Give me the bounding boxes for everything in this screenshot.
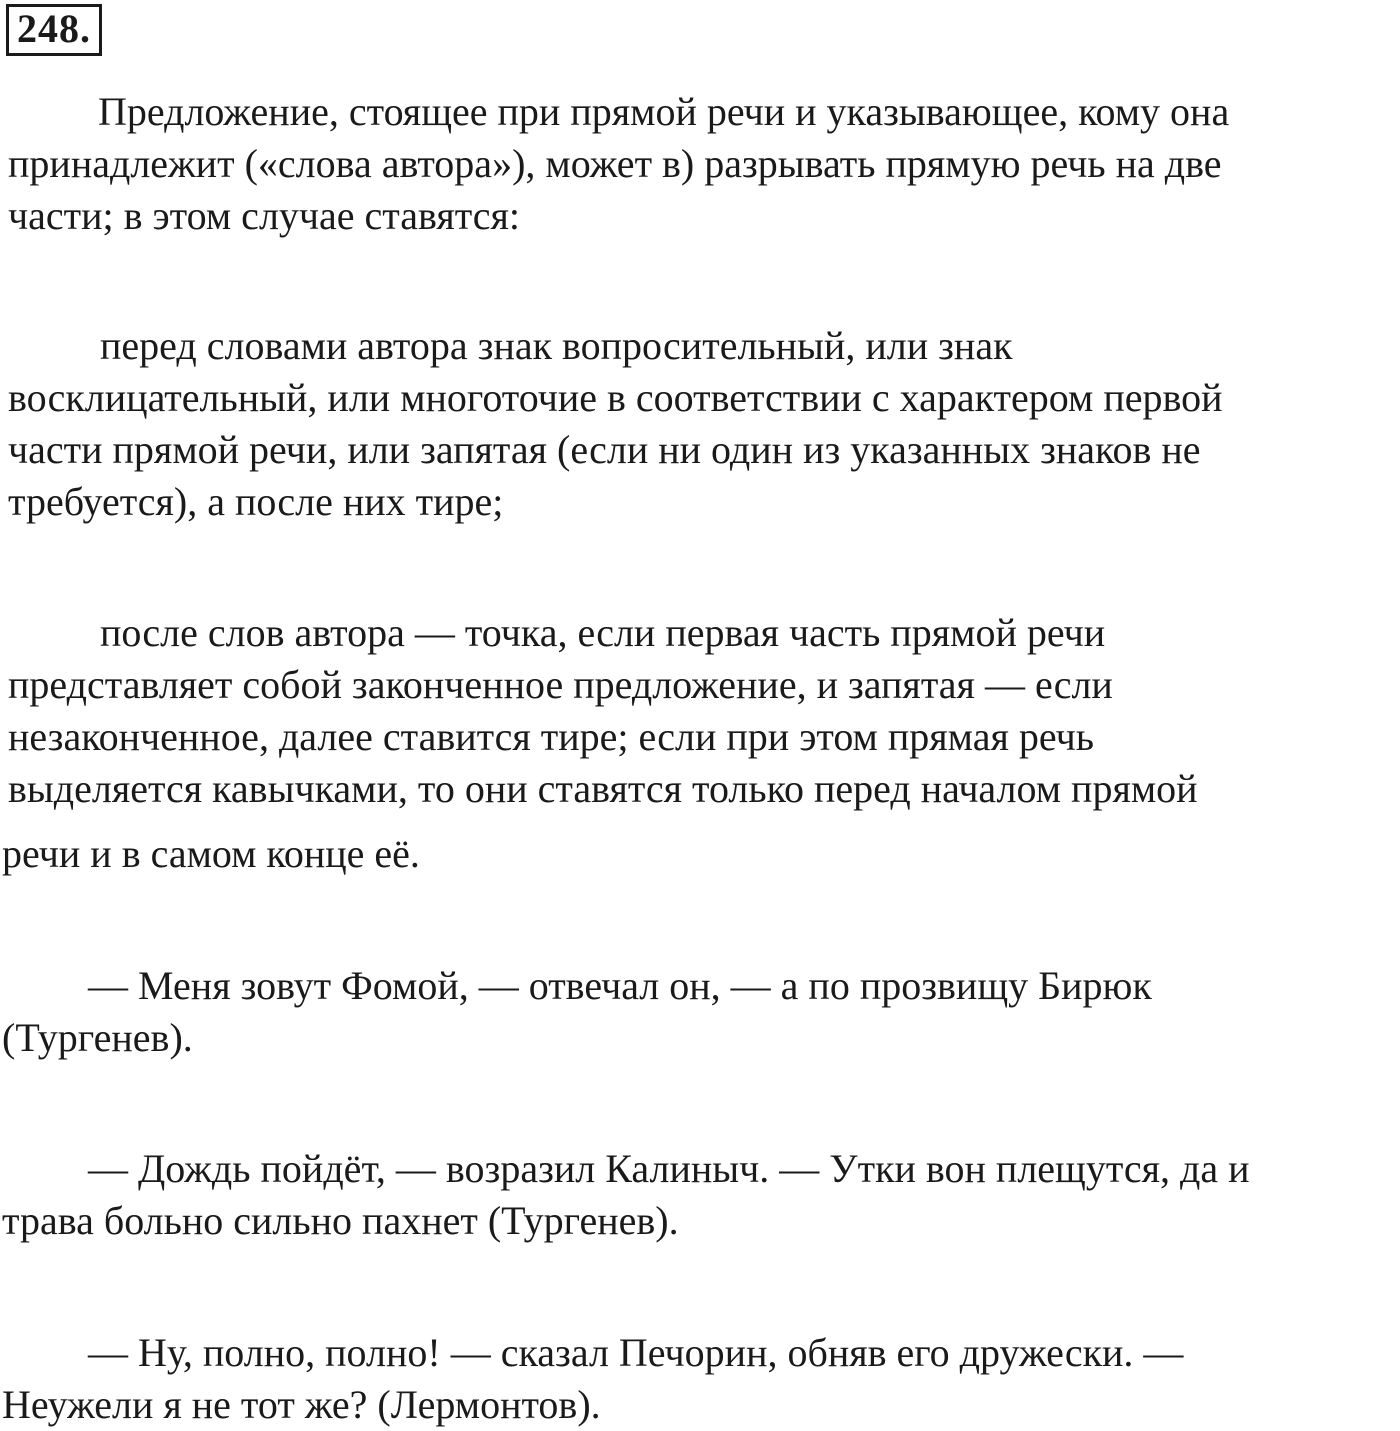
rule-1-line-3: части прямой речи, или запятая (если ни один из указанных знаков не <box>8 427 1201 472</box>
rule-2-line-2: представляет собой законченное предложение, и запятая — если <box>8 662 1113 707</box>
example-2-line-2: трава больно сильно пахнет (Тургенев). <box>2 1198 679 1243</box>
example-1-line-1: — Меня зовут Фомой, — отвечал он, — а по прозвищу Бирюк <box>88 963 1152 1008</box>
rule-1-line-1: перед словами автора знак вопросительный, или знак <box>100 323 1013 368</box>
example-1-paragraph <box>2 960 1392 1064</box>
rule-2-line-1: после слов автора — точка, если первая часть прямой речи <box>100 610 1106 655</box>
intro-line-1: Предложение, стоящее при прямой речи и указывающее, кому она <box>98 89 1230 134</box>
rule-2-line-4: выделяется кавычками, то они ставятся только перед началом прямой <box>8 766 1198 811</box>
intro-line-2: принадлежит («слова автора»), может в) разрывать прямую речь на две <box>8 141 1222 186</box>
rule-2-line-3: незаконченное, далее ставится тире; если при этом прямая речь <box>8 714 1094 759</box>
example-1-line-2: (Тургенев). <box>2 1015 193 1060</box>
example-2-line-1: — Дождь пойдёт, — возразил Калиныч. — Утки вон плещутся, да и <box>88 1146 1250 1191</box>
example-3-line-2: Неужели я не тот же? (Лермонтов). <box>2 1382 601 1427</box>
rule-2-paragraph <box>8 607 1398 815</box>
intro-line-3: части; в этом случае ставятся: <box>8 193 520 238</box>
exercise-number: 248. <box>6 4 102 56</box>
example-3-paragraph <box>2 1327 1392 1431</box>
rule-1-line-2: восклицательный, или многоточие в соответствии с характером первой <box>8 375 1223 420</box>
example-2-paragraph <box>2 1143 1392 1247</box>
rule-2-line-5: речи и в самом конце её. <box>2 831 420 876</box>
example-3-line-1: — Ну, полно, полно! — сказал Печорин, обняв его дружески. — <box>88 1330 1184 1375</box>
rule-1-line-4: требуется), а после них тире; <box>8 479 504 524</box>
rule-1-paragraph <box>8 320 1398 528</box>
intro-paragraph <box>8 86 1398 242</box>
